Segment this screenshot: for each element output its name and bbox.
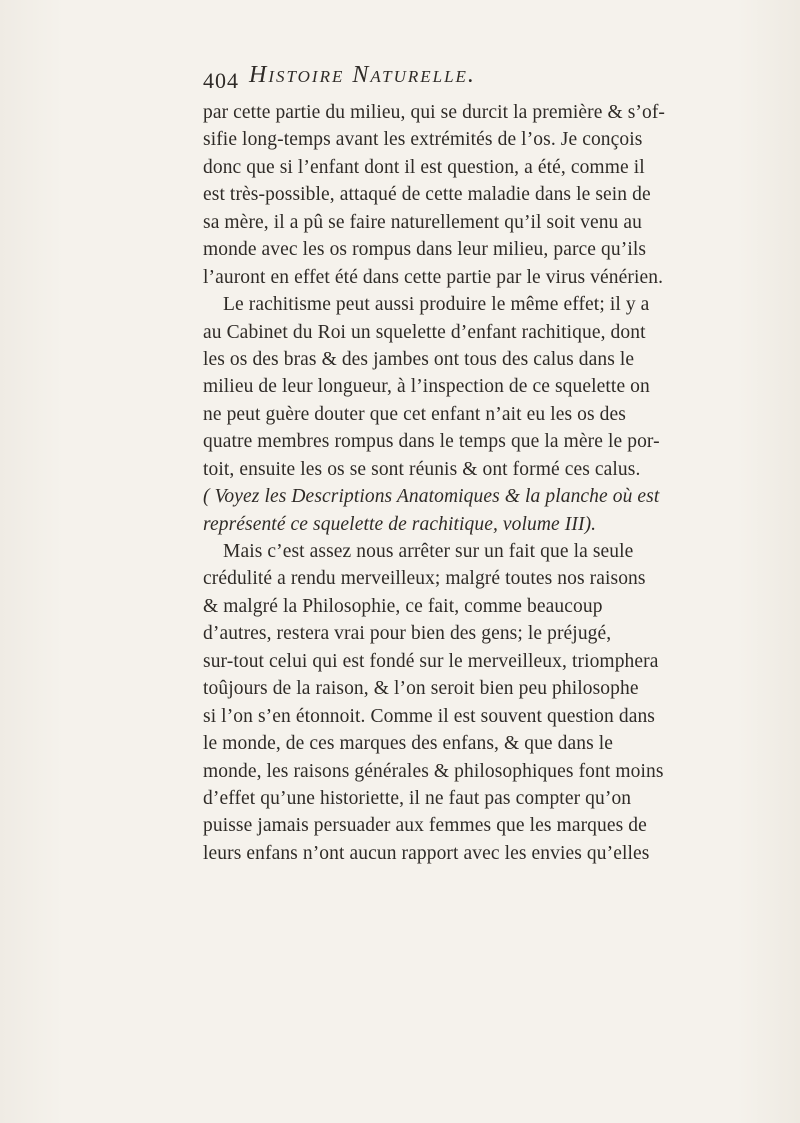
page-header (203, 62, 663, 96)
text-line: d’effet qu’une historiette, il ne faut pas compter qu’on (203, 787, 632, 809)
text-line: sur-tout celui qui est fondé sur le merveilleux, triomphera (203, 650, 659, 672)
text-line: le monde, de ces marques des enfans, & que dans le (203, 733, 614, 755)
text-line: toûjours de la raison, & l’on seroit bien peu philosophe (203, 678, 639, 700)
text-line: monde avec les os rompus dans leur milieu, parce qu’ils (203, 239, 647, 261)
text-line: par cette partie du milieu, qui se durcit la première & s’of- (203, 102, 666, 123)
text-line: monde, les raisons générales & philosophiques font moins (203, 760, 664, 782)
text-line: sa mère, il a pû se faire naturellement qu’il soit venu au (203, 211, 642, 233)
citation-line: représenté ce squelette de rachitique, volume III). (203, 513, 597, 535)
page-number: 404 (203, 68, 239, 93)
text-line: est très-possible, attaqué de cette maladie dans le sein de (203, 184, 651, 206)
paragraph-start-line: Mais c’est assez nous arrêter sur un fait que la seule (223, 541, 634, 562)
text-line: les os des bras & des jambes ont tous des calus dans le (203, 348, 635, 370)
text-line: ne peut guère douter que cet enfant n’ait eu les os des (203, 403, 626, 425)
text-line: quatre membres rompus dans le temps que la mère le por- (203, 431, 660, 453)
running-title: Histoire Naturelle. (249, 62, 476, 88)
text-line: toit, ensuite les os se sont réunis & ont formé ces calus. (203, 458, 641, 480)
text-line: puisse jamais persuader aux femmes que les marques de (203, 815, 647, 837)
text-line: l’auront en effet été dans cette partie par le virus vénérien. (203, 266, 664, 288)
text-line: d’autres, restera vrai pour bien des gens; le préjugé, (203, 623, 612, 645)
citation-line: ( Voyez les Descriptions Anatomiques & la planche où est (203, 486, 660, 508)
text-line: donc que si l’enfant dont il est question, a été, comme il (203, 156, 645, 178)
text-line: si l’on s’en étonnoit. Comme il est souvent question dans (203, 705, 655, 727)
paragraph-start-line: Le rachitisme peut aussi produire le même effet; il y a (223, 294, 650, 316)
body-text (203, 99, 771, 867)
text-line: leurs enfans n’ont aucun rapport avec les envies qu’elles (203, 842, 650, 864)
text-line: crédulité a rendu merveilleux; malgré toutes nos raisons (203, 568, 646, 590)
text-line: sifie long-temps avant les extrémités de l’os. Je conçois (203, 129, 643, 151)
text-line: au Cabinet du Roi un squelette d’enfant rachitique, dont (203, 321, 646, 343)
text-line: & malgré la Philosophie, ce fait, comme beaucoup (203, 595, 603, 617)
text-line: milieu de leur longueur, à l’inspection de ce squelette on (203, 376, 650, 398)
